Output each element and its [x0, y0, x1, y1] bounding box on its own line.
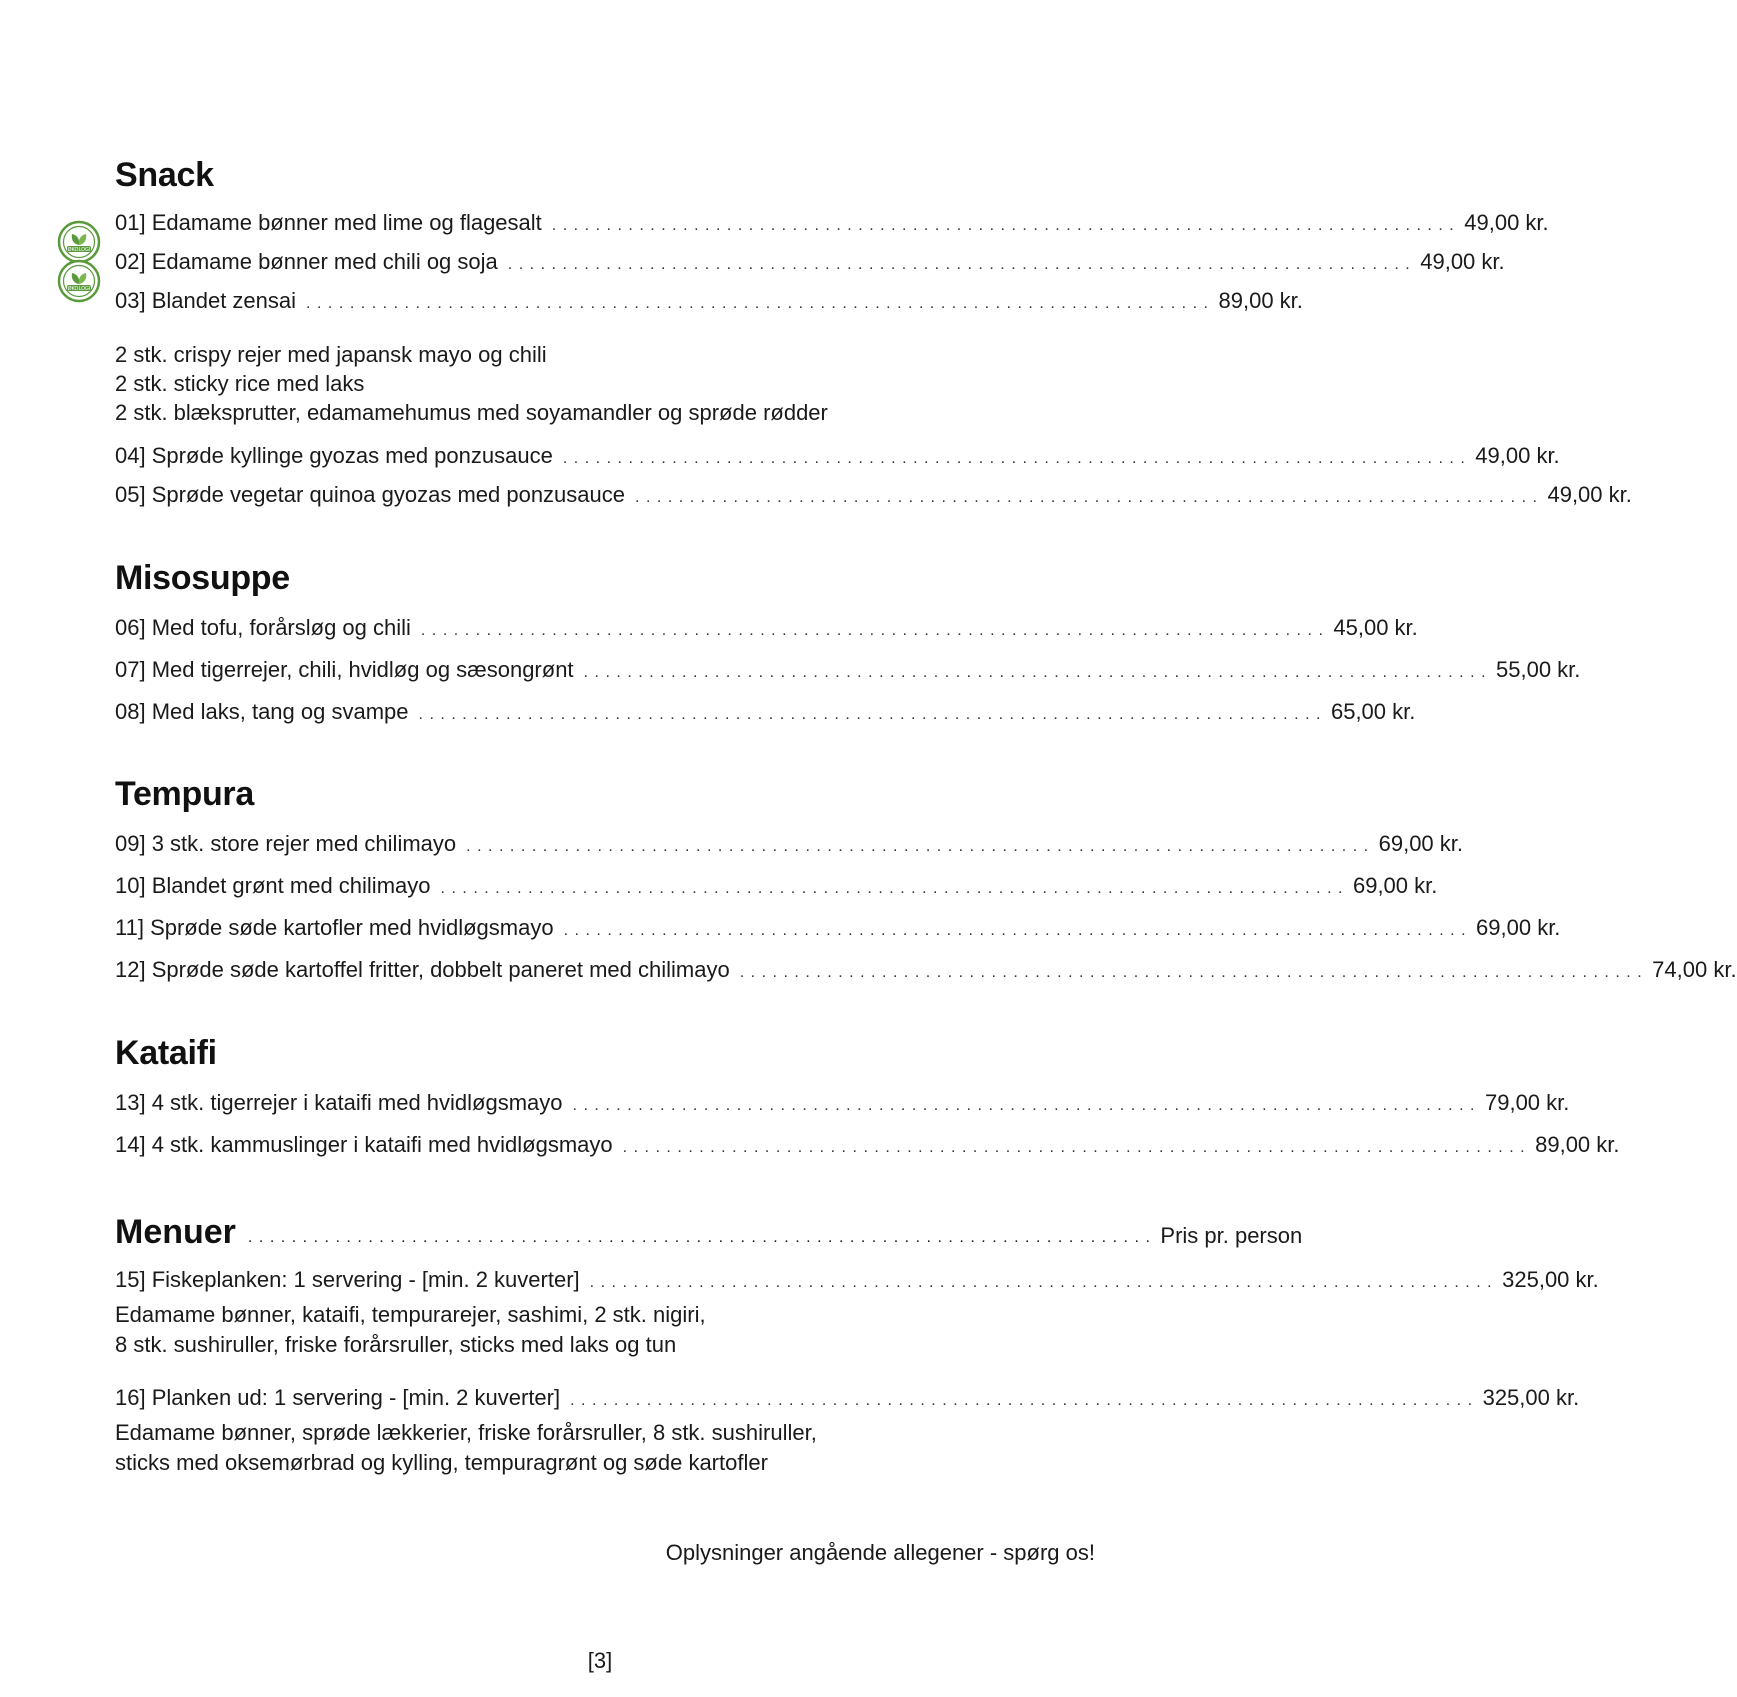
item-name: 08] Med laks, tang og svampe — [115, 699, 409, 724]
dot-leader: ................................................................................... — [247, 1229, 1157, 1246]
item-price: 325,00 kr. — [1502, 1267, 1599, 1292]
dot-leader: ................................................................................... — [589, 1274, 1499, 1291]
item-name: 09] 3 stk. store rejer med chilimayo — [115, 831, 457, 856]
dot-leader: ................................................................................... — [507, 256, 1417, 273]
dot-leader: ................................................................................... — [739, 964, 1649, 981]
section-title-misosuppe: Misosuppe — [115, 559, 290, 597]
menu-item — [115, 1383, 1580, 1413]
dot-leader: ................................................................................... — [440, 880, 1349, 897]
menu-item — [115, 1130, 1620, 1160]
dot-leader: ................................................................................... — [635, 489, 1544, 506]
item-price: 49,00 kr. — [1420, 249, 1505, 274]
organic-leaf-icon — [57, 220, 101, 264]
item-description: Edamame bønner, sprøde lækkerier, friske forårsruller, 8 stk. sushiruller, — [115, 1420, 817, 1445]
section-title-snack: Snack — [115, 156, 214, 194]
item-price: 45,00 kr. — [1333, 615, 1418, 640]
item-name: 03] Blandet zensai — [115, 288, 297, 313]
menu-item — [115, 871, 1438, 901]
item-price: 65,00 kr. — [1330, 699, 1416, 724]
item-price: 325,00 kr. — [1482, 1385, 1580, 1410]
menu-item — [115, 1088, 1570, 1118]
item-price: 89,00 kr. — [1535, 1132, 1620, 1157]
dot-leader: ................................................................................... — [551, 217, 1461, 234]
item-price: 69,00 kr. — [1352, 873, 1438, 898]
menu-item — [115, 829, 1463, 859]
menu-item — [115, 286, 1303, 316]
item-description: 2 stk. blæksprutter, edamamehumus med soyamandler og sprøde rødder — [115, 400, 828, 425]
item-price: 49,00 kr. — [1547, 482, 1632, 507]
item-description: sticks med oksemørbrad og kylling, tempuragrønt og søde kartofler — [115, 1450, 768, 1475]
section-title-menuer: Menuer — [115, 1213, 236, 1251]
dot-leader: ................................................................................... — [562, 450, 1472, 467]
item-description: Edamame bønner, kataifi, tempurarejer, sashimi, 2 stk. nigiri, — [115, 1302, 706, 1327]
item-price: 69,00 kr. — [1476, 915, 1561, 940]
dot-leader: ................................................................................... — [563, 922, 1473, 939]
item-name: 15] Fiskeplanken: 1 servering - [min. 2 kuverter] — [115, 1267, 580, 1292]
item-name: 11] Sprøde søde kartofler med hvidløgsmayo — [115, 915, 554, 940]
item-description: 8 stk. sushiruller, friske forårsruller, sticks med laks og tun — [115, 1332, 677, 1357]
dot-leader: ................................................................................... — [583, 664, 1493, 681]
item-name: 02] Edamame bønner med chili og soja — [115, 249, 498, 274]
dot-leader: ................................................................................... — [622, 1139, 1532, 1156]
item-name: 07] Med tigerrejer, chili, hvidløg og sæsongrønt — [115, 657, 574, 682]
item-name: 10] Blandet grønt med chilimayo — [115, 873, 431, 898]
allergen-note: Oplysninger angående allegener - spørg os! — [665, 1540, 1095, 1565]
item-price: 89,00 kr. — [1218, 288, 1303, 313]
dot-leader: ................................................................................... — [306, 295, 1215, 312]
menu-item — [115, 480, 1632, 510]
item-price: 55,00 kr. — [1496, 657, 1581, 682]
dot-leader: ................................................................................... — [466, 838, 1375, 855]
item-price: 49,00 kr. — [1475, 443, 1560, 468]
badge-label: ØKOLOGI — [67, 286, 91, 292]
menu-item — [115, 441, 1560, 471]
item-name: 13] 4 stk. tigerrejer i kataifi med hvidløgsmayo — [115, 1090, 563, 1115]
item-description: 2 stk. crispy rejer med japansk mayo og chili — [115, 342, 547, 367]
dot-leader: ................................................................................... — [570, 1392, 1479, 1409]
item-price: 69,00 kr. — [1378, 831, 1463, 856]
item-name: 04] Sprøde kyllinge gyozas med ponzusauce — [115, 443, 553, 468]
badge-label: ØKOLOGI — [67, 247, 91, 253]
item-price: 74,00 kr. — [1652, 957, 1737, 982]
menu-item — [115, 697, 1416, 727]
price-note: Pris pr. person — [1160, 1223, 1303, 1248]
item-price: 79,00 kr. — [1484, 1090, 1570, 1115]
item-description: 2 stk. sticky rice med laks — [115, 371, 365, 396]
organic-leaf-icon — [57, 259, 101, 303]
menu-item — [115, 1265, 1599, 1295]
menu-item — [115, 613, 1418, 643]
section-title-tempura: Tempura — [115, 775, 254, 813]
item-name: 05] Sprøde vegetar quinoa gyozas med ponzusauce — [115, 482, 625, 507]
menu-item — [115, 208, 1549, 238]
item-name: 14] 4 stk. kammuslinger i kataifi med hvidløgsmayo — [115, 1132, 613, 1157]
menu-item — [115, 655, 1581, 685]
dot-leader: ................................................................................... — [420, 622, 1330, 639]
section-title-kataifi: Kataifi — [115, 1034, 217, 1072]
item-name: 06] Med tofu, forårsløg og chili — [115, 615, 411, 640]
item-name: 01] Edamame bønner med lime og flagesalt — [115, 210, 542, 235]
item-name: 16] Planken ud: 1 servering - [min. 2 kuverter] — [115, 1385, 561, 1410]
page-number: [3] — [587, 1648, 613, 1673]
section-header-menuer — [115, 1208, 1303, 1252]
menu-item — [115, 913, 1561, 943]
menu-item — [115, 247, 1505, 277]
item-price: 49,00 kr. — [1464, 210, 1549, 235]
item-name: 12] Sprøde søde kartoffel fritter, dobbelt paneret med chilimayo — [115, 957, 730, 982]
menu-item — [115, 955, 1737, 985]
dot-leader: ................................................................................... — [572, 1097, 1481, 1114]
dot-leader: ................................................................................... — [418, 706, 1327, 723]
